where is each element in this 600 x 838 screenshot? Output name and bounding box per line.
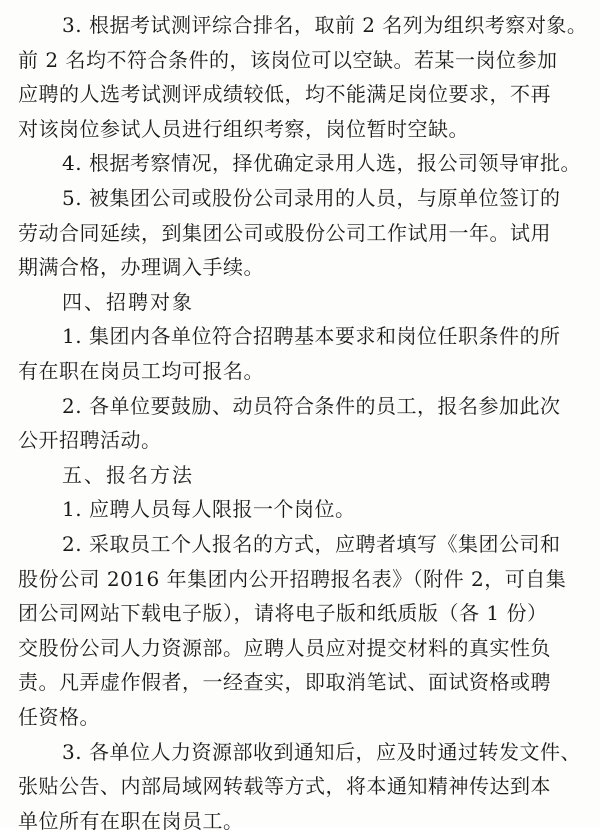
paragraph-line: 3. 各单位人力资源部收到通知后，应及时通过转发文件、: [62, 739, 581, 764]
paragraph-line: 张贴公告、内部局域网转载等方式，将本通知精神传达到本: [18, 774, 551, 799]
paragraph-line: 2. 各单位要鼓励、动员符合条件的员工，报名参加此次: [62, 393, 561, 418]
paragraph-line: 4. 根据考察情况，择优确定录用人选，报公司领导审批。: [62, 151, 581, 176]
paragraph-line: 2. 采取员工个人报名的方式，应聘者填写《集团公司和: [62, 532, 561, 556]
paragraph-line: 任资格。: [18, 705, 100, 729]
section-heading: 四、招聘对象: [62, 289, 194, 314]
paragraph-line: 公开招聘活动。: [18, 428, 162, 453]
section-heading: 五、报名方法: [62, 462, 194, 487]
paragraph-line: 单位所有在职在岗员工。: [18, 808, 244, 833]
paragraph-line: 责。凡弄虚作假者，一经查实，即取消笔试、面试资格或聘: [18, 670, 551, 695]
paragraph-line: 1. 集团内各单位符合招聘基本要求和岗位任职条件的所: [62, 324, 561, 349]
paragraph-line: 劳动合同延续，到集团公司或股份公司工作试用一年。试用: [18, 220, 551, 245]
paragraph-line: 交股份公司人力资源部。应聘人员应对提交材料的真实性负: [18, 635, 551, 660]
paragraph-line: 有在职在岗员工均可报名。: [18, 359, 264, 383]
paragraph-line: 3. 根据考试测评综合排名，取前 2 名列为组织考察对象。: [62, 13, 588, 37]
paragraph-line: 1. 应聘人员每人限报一个岗位。: [62, 497, 356, 522]
paragraph-line: 5. 被集团公司或股份公司录用的人员，与原单位签订的: [62, 186, 561, 210]
paragraph-line: 前 2 名均不符合条件的，该岗位可以空缺。若某一岗位参加: [18, 47, 558, 72]
paragraph-line: 团公司网站下载电子版），请将电子版和纸质版（各 1 份）: [18, 601, 548, 626]
paragraph-line: 期满合格，办理调入手续。: [18, 255, 264, 280]
paragraph-line: 对该岗位参试人员进行组织考察，岗位暂时空缺。: [18, 116, 469, 141]
paragraph-line: 股份公司 2016 年集团内公开招聘报名表》（附件 2，可自集: [18, 566, 567, 591]
paragraph-line: 应聘的人选考试测评成绩较低，均不能满足岗位要求，不再: [18, 82, 551, 107]
